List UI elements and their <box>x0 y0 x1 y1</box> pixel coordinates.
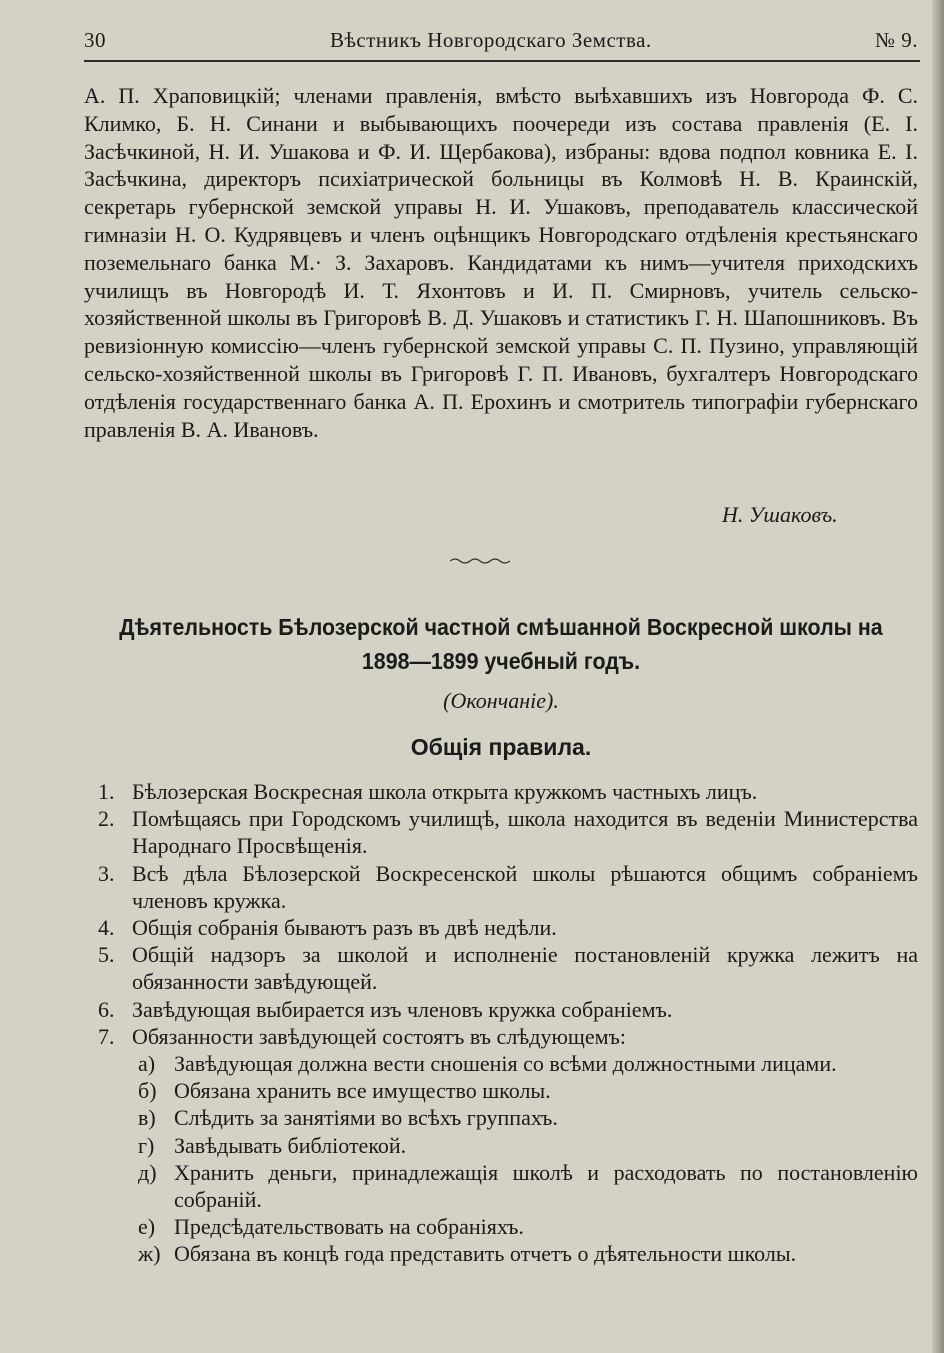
rule-text: Общій надзоръ за школой и исполненіе постановленій кружка лежитъ на обязанности завѣдующей. <box>132 942 918 995</box>
rule-number: 4. <box>98 915 115 941</box>
duty-text: Хранить деньги, принадлежащія школѣ и расходовать по постановленію собраній. <box>174 1159 918 1213</box>
issue-number: № 9. <box>874 28 918 52</box>
rules-list <box>98 778 918 1268</box>
rule-number: 1. <box>98 779 115 804</box>
duty-item <box>138 1050 918 1077</box>
duty-letter: в) <box>138 1105 156 1131</box>
rule-text: Помѣщаясь при Городскомъ училищѣ, школа находится въ веденіи Министерства Народнаго Просвѣщенія. <box>132 806 918 859</box>
rule-text: Общія собранія бываютъ разъ въ двѣ недѣли. <box>132 915 557 941</box>
signature: Н. Ушаковъ. <box>722 502 838 527</box>
page-edge-shadow <box>932 0 944 1353</box>
duty-item <box>138 1104 918 1131</box>
rule-item <box>98 778 918 805</box>
rule-number: 3. <box>98 860 115 886</box>
duty-item <box>138 1213 918 1240</box>
duties-list <box>138 1050 918 1268</box>
rule-item <box>98 805 918 859</box>
section-divider <box>450 556 510 564</box>
section-heading: Общія правила. <box>410 734 592 760</box>
rule-item <box>98 860 918 914</box>
running-header <box>84 24 920 62</box>
rule-item <box>98 914 918 941</box>
rule-number: 5. <box>98 942 115 968</box>
duty-letter: д) <box>138 1159 157 1185</box>
rule-number: 6. <box>98 996 115 1022</box>
continuation-note: (Окончаніе). <box>443 688 559 713</box>
rule-text: Бѣлозерская Воскресная школа открыта кружкомъ частныхъ лицъ. <box>132 779 758 804</box>
rule-item <box>98 941 918 995</box>
article-title: Дѣятельность Бѣлозерской частной смѣшанной Воскресной школы на 1898—1899 учебный годъ. <box>119 614 883 674</box>
duty-letter: ж) <box>138 1241 161 1267</box>
rule-item <box>98 996 918 1023</box>
duty-text: Предсѣдательствовать на собраніяхъ. <box>174 1214 524 1240</box>
duty-letter: г) <box>138 1132 155 1158</box>
duty-letter: а) <box>138 1051 156 1077</box>
duty-text: Слѣдить за занятіями во всѣхъ группахъ. <box>174 1105 558 1131</box>
duty-item <box>138 1132 918 1159</box>
rule-number: 2. <box>98 806 115 832</box>
rule-text: Обязанности завѣдующей состоятъ въ слѣдующемъ: <box>132 1023 626 1049</box>
opening-paragraph: А. П. Храповицкій; членами правленія, вмѣсто выѣхавшихъ изъ Новгорода Ф. С. Климко, Б. Н. Синани и выбывающихъ поочереди изъ состава правленія (Е. І. Засѣчкиной, Н. И. Ушакова и Ф. И. Щербакова), избраны: вдова подпол ковника Е. І. Засѣчкина, директоръ психіатрической больницы въ Колмовѣ Н. В. Краинскій, секретарь губернской земской управы Н. И. Ушаковъ, преподаватель классической гимназіи Н. О. Кудрявцевъ и членъ оцѣнщикъ Новгородскаго отдѣленія крестьянскаго поземельнаго банка М.· З. Захаровъ. Кандидатами къ нимъ—учителя приходскихъ училищъ въ Новгородѣ И. Т. Яхонтовъ и И. П. Смирновъ, учитель сельско-хозяйственной школы въ Григоровѣ В. Д. Ушаковъ и статистикъ Г. Н. Шапошниковъ. Въ ревизіонную комиссію—членъ губернской земской управы С. П. Пузино, управляющій сельско-хозяйственной школы въ Григоровѣ Г. П. Ивановъ, бухгалтеръ Новгородскаго отдѣленія государственнаго банка А. П. Ерохинъ и смотритель типографіи губернскаго правленія В. А. Ивановъ. <box>84 83 918 442</box>
duty-text: Завѣдывать библіотекой. <box>174 1132 407 1158</box>
rule-item <box>98 1023 918 1050</box>
duty-item <box>138 1159 918 1213</box>
duty-text: Обязана хранить все имущество школы. <box>174 1078 551 1104</box>
rule-text: Завѣдующая выбирается изъ членовъ кружка собраніемъ. <box>132 996 673 1022</box>
duty-item <box>138 1240 918 1267</box>
duty-item <box>138 1077 918 1104</box>
duty-text: Обязана въ концѣ года представить отчетъ о дѣятельности школы. <box>174 1241 797 1267</box>
page-number: 30 <box>84 28 106 52</box>
duty-letter: б) <box>138 1078 157 1104</box>
duty-text: Завѣдующая должна вести сношенія со всѣми должностными лицами. <box>174 1051 837 1077</box>
duty-letter: е) <box>138 1214 156 1240</box>
rule-text: Всѣ дѣла Бѣлозерской Воскресенской школы рѣшаются общимъ собраніемъ членовъ кружка. <box>132 860 918 913</box>
journal-title: Вѣстникъ Новгородскаго Земства. <box>330 28 652 52</box>
rule-number: 7. <box>98 1023 115 1049</box>
